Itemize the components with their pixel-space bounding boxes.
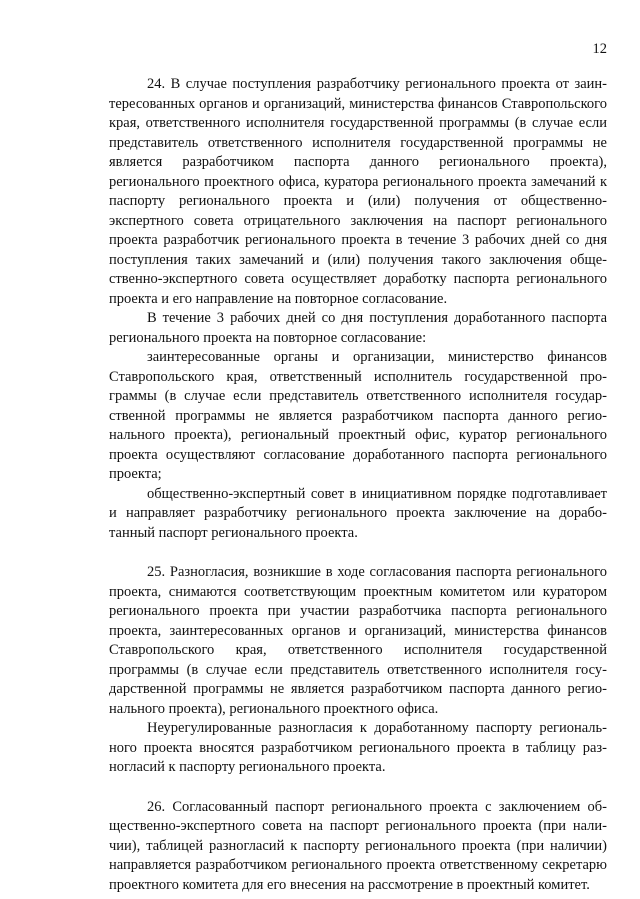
document-body [109, 75, 607, 895]
paragraph-25-unresolved-disagreements: Неурегулированные разногласия к доработанному паспорту регионального проекта вносятся разработчиком регионального проекта в таблицу разногласий к паспорту регионального проекта. [109, 720, 607, 775]
paragraph-24-resubmission-intro: В течение 3 рабочих дней со дня поступления доработанного паспорта регионального проекта на повторное согласование: [109, 310, 607, 346]
paragraph-25: 25. Разногласия, возникшие в ходе согласования паспорта регионального проекта, снимаются соответствующим проектным комитетом или куратором регионального проекта при участии разработчика паспорта регионального проекта, заинтересованных органов и организаций, министерства финансов Ставропольского края, ответственного исполнителя государственной программы (в случае если представитель ответственного исполнителя государственной программы не является разработчиком паспорта данного регионального проекта), регионального проектного офиса. [109, 564, 607, 717]
paragraph-24-expert-council: общественно-экспертный совет в инициативном порядке подготавливает и направляет разработчику регионального проекта заключение на доработанный паспорт регионального проекта. [109, 485, 607, 541]
paragraph-24-agencies-approval: заинтересованные органы и организации, министерство финансов Ставропольского края, ответственный исполнитель государственной программы (в случае если представитель ответственного исполнителя государственной программы не является разработчиком паспорта данного регионального проекта), региональный проектный офис, куратор регионального проекта осуществляют согласование доработанного паспорта регионального проекта; [109, 349, 607, 482]
paragraph-24: 24. В случае поступления разработчику регионального проекта от заинтересованных органов и организаций, министерства финансов Ставропольского края, ответственного исполнителя государственной программы (в случае если представитель ответственного исполнителя государственной программы не является разработчиком паспорта данного регионального проекта), регионального проектного офиса, куратора регионального проекта замечаний к паспорту регионального проекта и (или) получения от общественно-экспертного совета отрицательного заключения на паспорт регионального проекта разработчик регионального проекта в течение 3 рабочих дней со дня поступления таких замечаний и (или) получения такого заключения общественно-экспертного совета осуществляет доработку паспорта регионального проекта и его направление на повторное согласование. [109, 76, 607, 307]
page-number: 12 [592, 41, 607, 57]
paragraph-26: 26. Согласованный паспорт регионального проекта с заключением общественно-экспертного совета на паспорт регионального проекта (при наличии), таблицей разногласий к паспорту регионального проекта (при наличии) направляется разработчиком регионального проекта ответственному секретарю проектного комитета для его внесения на рассмотрение в проектный комитет. [109, 798, 607, 893]
